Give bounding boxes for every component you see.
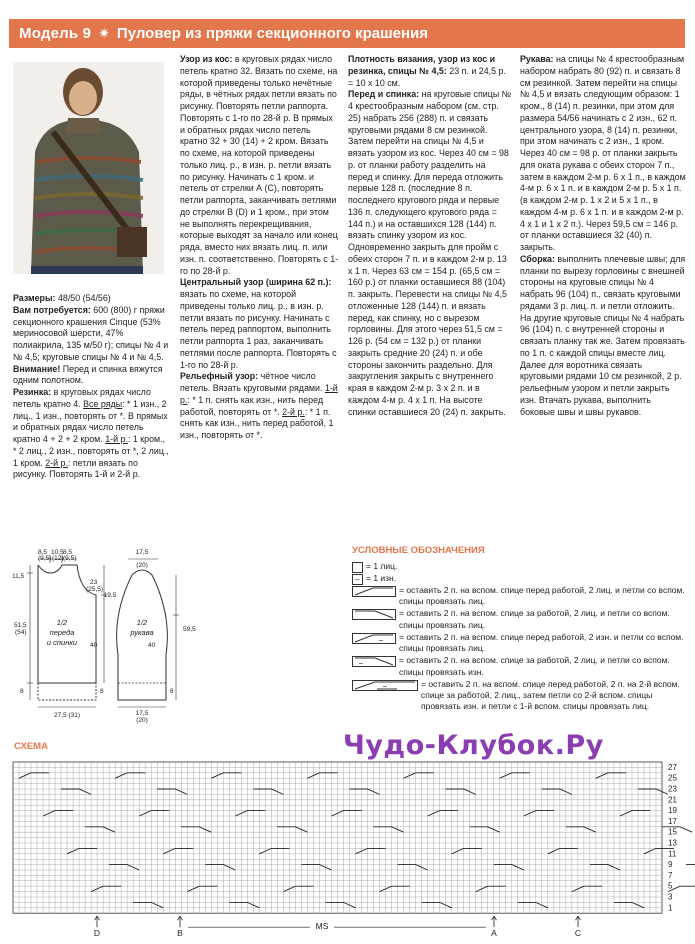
purl-symbol-icon: – [352, 574, 363, 585]
dim-label: 59,5 [183, 626, 196, 633]
cable-cross [662, 827, 692, 832]
row-number: 13 [668, 838, 677, 848]
rib-text: : 1 кром., * 2 лиц., 2 изн., повторять от *, 2 лиц., 1 кром. [13, 434, 169, 468]
row-number: 25 [668, 773, 677, 783]
sizes-text: 48/50 (54/56) [57, 293, 111, 303]
row-number: 27 [668, 762, 677, 772]
dim-label: 17,5 [135, 549, 149, 556]
sleeve-label: рукава [130, 628, 154, 637]
knitting-chart [0, 752, 695, 944]
cable-back-purl-icon [352, 656, 396, 667]
row-number: 3 [668, 892, 673, 902]
legend-text: = 1 изн. [366, 572, 397, 583]
attention-text: Перед и спинка вяжутся одним полотном. [13, 363, 163, 386]
dim-label: (25,5) [86, 586, 103, 593]
dim-label: (9,5) [38, 555, 52, 562]
body-label: и спинки [46, 638, 78, 647]
marker-label: D [93, 928, 101, 939]
row-number: 5 [668, 881, 673, 891]
sizes-label: Размеры: [13, 293, 56, 303]
legend [352, 545, 687, 713]
legend-item [352, 573, 687, 584]
column-2 [180, 54, 340, 442]
attention-label: Внимание! [13, 363, 61, 374]
rib-text: : петли вязать по рисунку. Повторять 1-й и 2-й р. [13, 457, 141, 480]
marker-label: MS [315, 921, 329, 932]
svg-text:–: – [383, 682, 387, 690]
dim-label: (9,5) [63, 555, 77, 562]
column-3 [348, 54, 512, 418]
dim-label: 51,5 [14, 622, 27, 629]
relief-pattern-label: Рельефный узор: [180, 371, 259, 382]
dim-label: 10,5 [51, 549, 64, 556]
row-number: 7 [668, 870, 673, 880]
rib-text: : * 1 изн., 2 лиц., 1 изн., повторять от *. В прямых и обратных рядах число петель кратно 4 + 2 + 2 кром. [13, 398, 168, 444]
cable-front-icon [352, 586, 396, 597]
row-number: 19 [668, 806, 677, 816]
legend-text: = оставить 2 п. на вспом. спице перед работой, 2 лиц. и петли со вспом. спицы провязать лиц. [399, 584, 685, 607]
schema-title: СХЕМА [14, 741, 48, 752]
front-back-text: на круговые спицы № 4 крестообразным набором (см. стр. 25) набрать 256 (288) п. и связать круговыми рядами 8 см резинкой. Затем перейти на спицы № 4,5 и вязать узором из кос. Через 40 см = 98 р. от планки работу разделить на перед и спинку. Для переда отложить первые 128 п. (последние 8 п. последнего кругового ряда и первые 136 п. следующего кругового ряда = 144 п.) и на оставшихся 128 (144) п. вязать спинку узором из кос. Одновременно закрыть для пройм с обеих сторон 7 п. и в каждом 2-м р. 13 х 1 п. Через 63 см = 154 р. (65,5 см = 160 р.) от планки оставшиеся 88 (104) п. закрыть. Перевести на спицы № 4,5 отложенные 128 (144) п. и вязать перед, как спинку, но с вырезом горловины. Для этого через 51,5 см = 126 р. (54 см = 132 р.) от планки закрыть средние 20 (24) п. и обе стороны закончить раздельно. Для закругления закрыть с внутреннего края в каждом 2-м р. 3 х 2 п. и в каждом 4-м р. 4 х 1 п. На высоте спинки оставшиеся 20 (24) п. закрыть. [348, 89, 512, 417]
dim-label: 8,5 [63, 549, 73, 556]
rib-label: Резинка: [13, 387, 52, 397]
materials-text: 600 (800) г пряжи секционного крашения Cinque (53% мериносовой шерсти, 47% полиакрила, 135 м/50 г); спицы № 4 и № 4,5; круговые спицы № 4 и № 4,5. [13, 304, 169, 362]
cable-double-icon [352, 680, 418, 691]
relief-pattern-text: : * 1 п. снять как изн., нить перед работой, повторять от *. [180, 394, 323, 417]
sun-icon: ✷ [98, 25, 110, 42]
legend-item [352, 632, 687, 654]
model-photo [13, 62, 164, 274]
sleeves-text: на спицы № 4 крестообразным набором набрать 80 (92) п. и связать 8 см резинкой. Затем перейти на спицы № 4,5 и вязать следующим образом: 1 кром., 8 (14) п. резинки, при этом для размера 54/56 начинать с 2 изн., 62 п. центрального узора, 8 (14) п. резинки, при этом начинать с 2 изн., 1 кром. Через 40 см = 98 р. от планки закрыть для оката рукава с обеих сторон 7 п., затем в каждом 2-м р. 6 х 1 п., в каждом 4-м р. 6 х 1 п. и в каждом 2-м р. 5 х 1 п. (в каждом 2-м р. 1 х 2 и 5 х 1 п., в каждом 4-м р. 6 х 1 п. и в каждом 2-м р. 4 х 1 и 1 х 2 п.). Через 59,5 см = 146 р. от планки оставшиеся 32 (40) п. закрыть. [520, 54, 686, 252]
svg-text:–: – [379, 636, 383, 643]
pattern-diagram [0, 545, 350, 725]
cable-back-icon [352, 609, 396, 620]
dim-label: 17,5 [135, 710, 149, 717]
cable-pattern-label: Узор из кос: [180, 54, 233, 64]
legend-item [352, 585, 687, 607]
density-text: 23 п. и 24,5 р. = 10 х 10 см. [348, 65, 506, 88]
dim-label: 40 [90, 642, 98, 649]
row-number: 17 [668, 816, 677, 826]
relief-pattern-text: : * 1 п. снять как изн., нить перед работой, 1 изн., повторять от *. [180, 406, 334, 440]
knit-symbol-icon [352, 562, 363, 573]
page-header [9, 19, 685, 48]
marker-label: B [177, 928, 183, 939]
dim-label: 8 [20, 688, 24, 695]
dim-label: (20) [136, 717, 148, 724]
dim-label: 8 [170, 688, 174, 695]
dim-label: 19,5 [103, 592, 117, 599]
dim-label: 8,5 [38, 549, 48, 556]
site-watermark: Чудо-Клубок.Ру [343, 730, 604, 761]
dim-label: 8 [100, 688, 104, 695]
cable-cross [686, 865, 695, 870]
legend-item [352, 608, 687, 630]
svg-text:–: – [359, 660, 363, 667]
legend-text: = оставить 2 п. на вспом. спице за работой, 2 лиц. и петли со вспом. спицы провязать лиц. [399, 608, 670, 630]
dim-label: (54) [15, 629, 27, 636]
materials-label: Вам потребуется: [13, 304, 91, 315]
rib-row-1: 1-й р. [105, 434, 128, 444]
dim-label: (12) [52, 555, 64, 562]
row-number: 21 [668, 795, 677, 805]
row-number: 9 [668, 860, 673, 870]
relief-row-1: 1-й р. [180, 383, 338, 405]
page-title: Пуловер из пряжи секционного крашения [116, 24, 429, 42]
marker-label: C [574, 928, 582, 939]
relief-pattern-text: чётное число петель. Вязать круговыми рядами. [180, 371, 323, 393]
legend-title: УСЛОВНЫЕ ОБОЗНАЧЕНИЯ [352, 545, 485, 556]
assembly-label: Сборка: [520, 253, 555, 264]
legend-text: = оставить 2 п. на вспом. спице перед работой, 2 изн. и петли со вспом. спицы провязать лиц. [399, 631, 684, 654]
rib-text: в круговых рядах число петель кратно 4. [13, 387, 151, 409]
central-pattern-label: Центральный узор (ширина 62 п.): [180, 277, 332, 288]
row-number: 11 [668, 849, 677, 859]
column-4 [520, 54, 687, 418]
density-label: Плотность вязания, узор из кос и резинка, спицы № 4,5: [348, 54, 496, 76]
legend-text: = 1 лиц. [366, 560, 398, 571]
legend-text: = оставить 2 п. на вспом. спице перед работой, 2 п. на 2-й вспом. спице за работой, 2 лиц., затем петли со 2-й вспом. спицы провязать изн. и петли с 1-й вспом. спицы провязать лиц. [421, 678, 680, 712]
sleeves-label: Рукава: [520, 54, 554, 64]
central-pattern-text: вязать по схеме, на которой приведены только лиц. р., в изн. р. петли вязать по рисунку. Начинать с петель перед раппортом, выполнить петли раппорта 1 раз, заканчивать петлями после раппорта. Повторять с 1-го по 28-й р. [180, 289, 337, 370]
cable-pattern-text: в круговых рядах число петель кратно 32. Вязать по схеме, на которой приведены только нечётные ряды, в чётных рядах петли вязать по рисунку. Повторять петли раппорта. Повторять с 1-го по 28-й р. В прямых и обратных рядах число петель кратно 32 + 30 (14) + 2 кром. Вязать по схеме, на которой приведены только лиц. р., в изн. р. петли вязать по рисунку. Начинать с 1 кром. и петель от стрелки А (С), повторять петли раппорта, заканчивать петлями до стрелки В (D) и 1 кром., при этом не выполнять перекрещивания, которые выходят за начало или конец ряда, вместо них вязать лиц. п. или изн. п. соответственно. Повторять с 1-го по 28-й р. [180, 54, 339, 276]
body-label: переда [49, 628, 75, 637]
row-number: 23 [668, 784, 677, 794]
rib-all-rows: Все ряды [83, 398, 123, 409]
model-number: Модель 9 [19, 24, 92, 42]
row-number: 1 [668, 903, 673, 913]
dim-label: 23 [90, 579, 98, 586]
marker-label: A [491, 928, 497, 939]
dim-label: 40 [148, 642, 156, 649]
column-1 [13, 293, 170, 481]
rib-row-2: 2-й р. [45, 457, 68, 468]
dim-label: 11,5 [12, 573, 25, 580]
body-label: 1/2 [56, 618, 68, 627]
cable-front-purl-icon [352, 633, 396, 644]
legend-text: = оставить 2 п. на вспом. спице за работой, 2 лиц. и петли со вспом. спицы провязать изн. [399, 655, 670, 677]
dim-label: (20) [136, 562, 148, 569]
sleeve-label: 1/2 [136, 618, 148, 627]
front-back-label: Перед и спинка: [348, 89, 420, 100]
legend-item [352, 655, 687, 677]
legend-item [352, 679, 687, 713]
row-number: 15 [668, 827, 677, 837]
dim-label: 27,5 (31) [53, 712, 81, 719]
assembly-text: выполнить плечевые швы; для планки по вырезу горловины с внешней стороны на круговые спицы № 4 набрать 96 (104) п., связать круговыми рядами 3 р. лиц. п. и петли отложить. На другие круговые спицы № 4 набрать 96 (104) п. с внутренней стороны и связать планку так же. Затем провязать по 1 п. с каждой спицы вместе лиц. Далее для воротника связать круговыми рядами 10 см резинкой, 2 р. рельефным узором и петли закрыть изн. Втачать рукава, выполнить боковые швы и швы рукавов. [520, 253, 686, 417]
relief-row-2: 2-й р. [282, 406, 305, 417]
legend-item [352, 561, 687, 572]
